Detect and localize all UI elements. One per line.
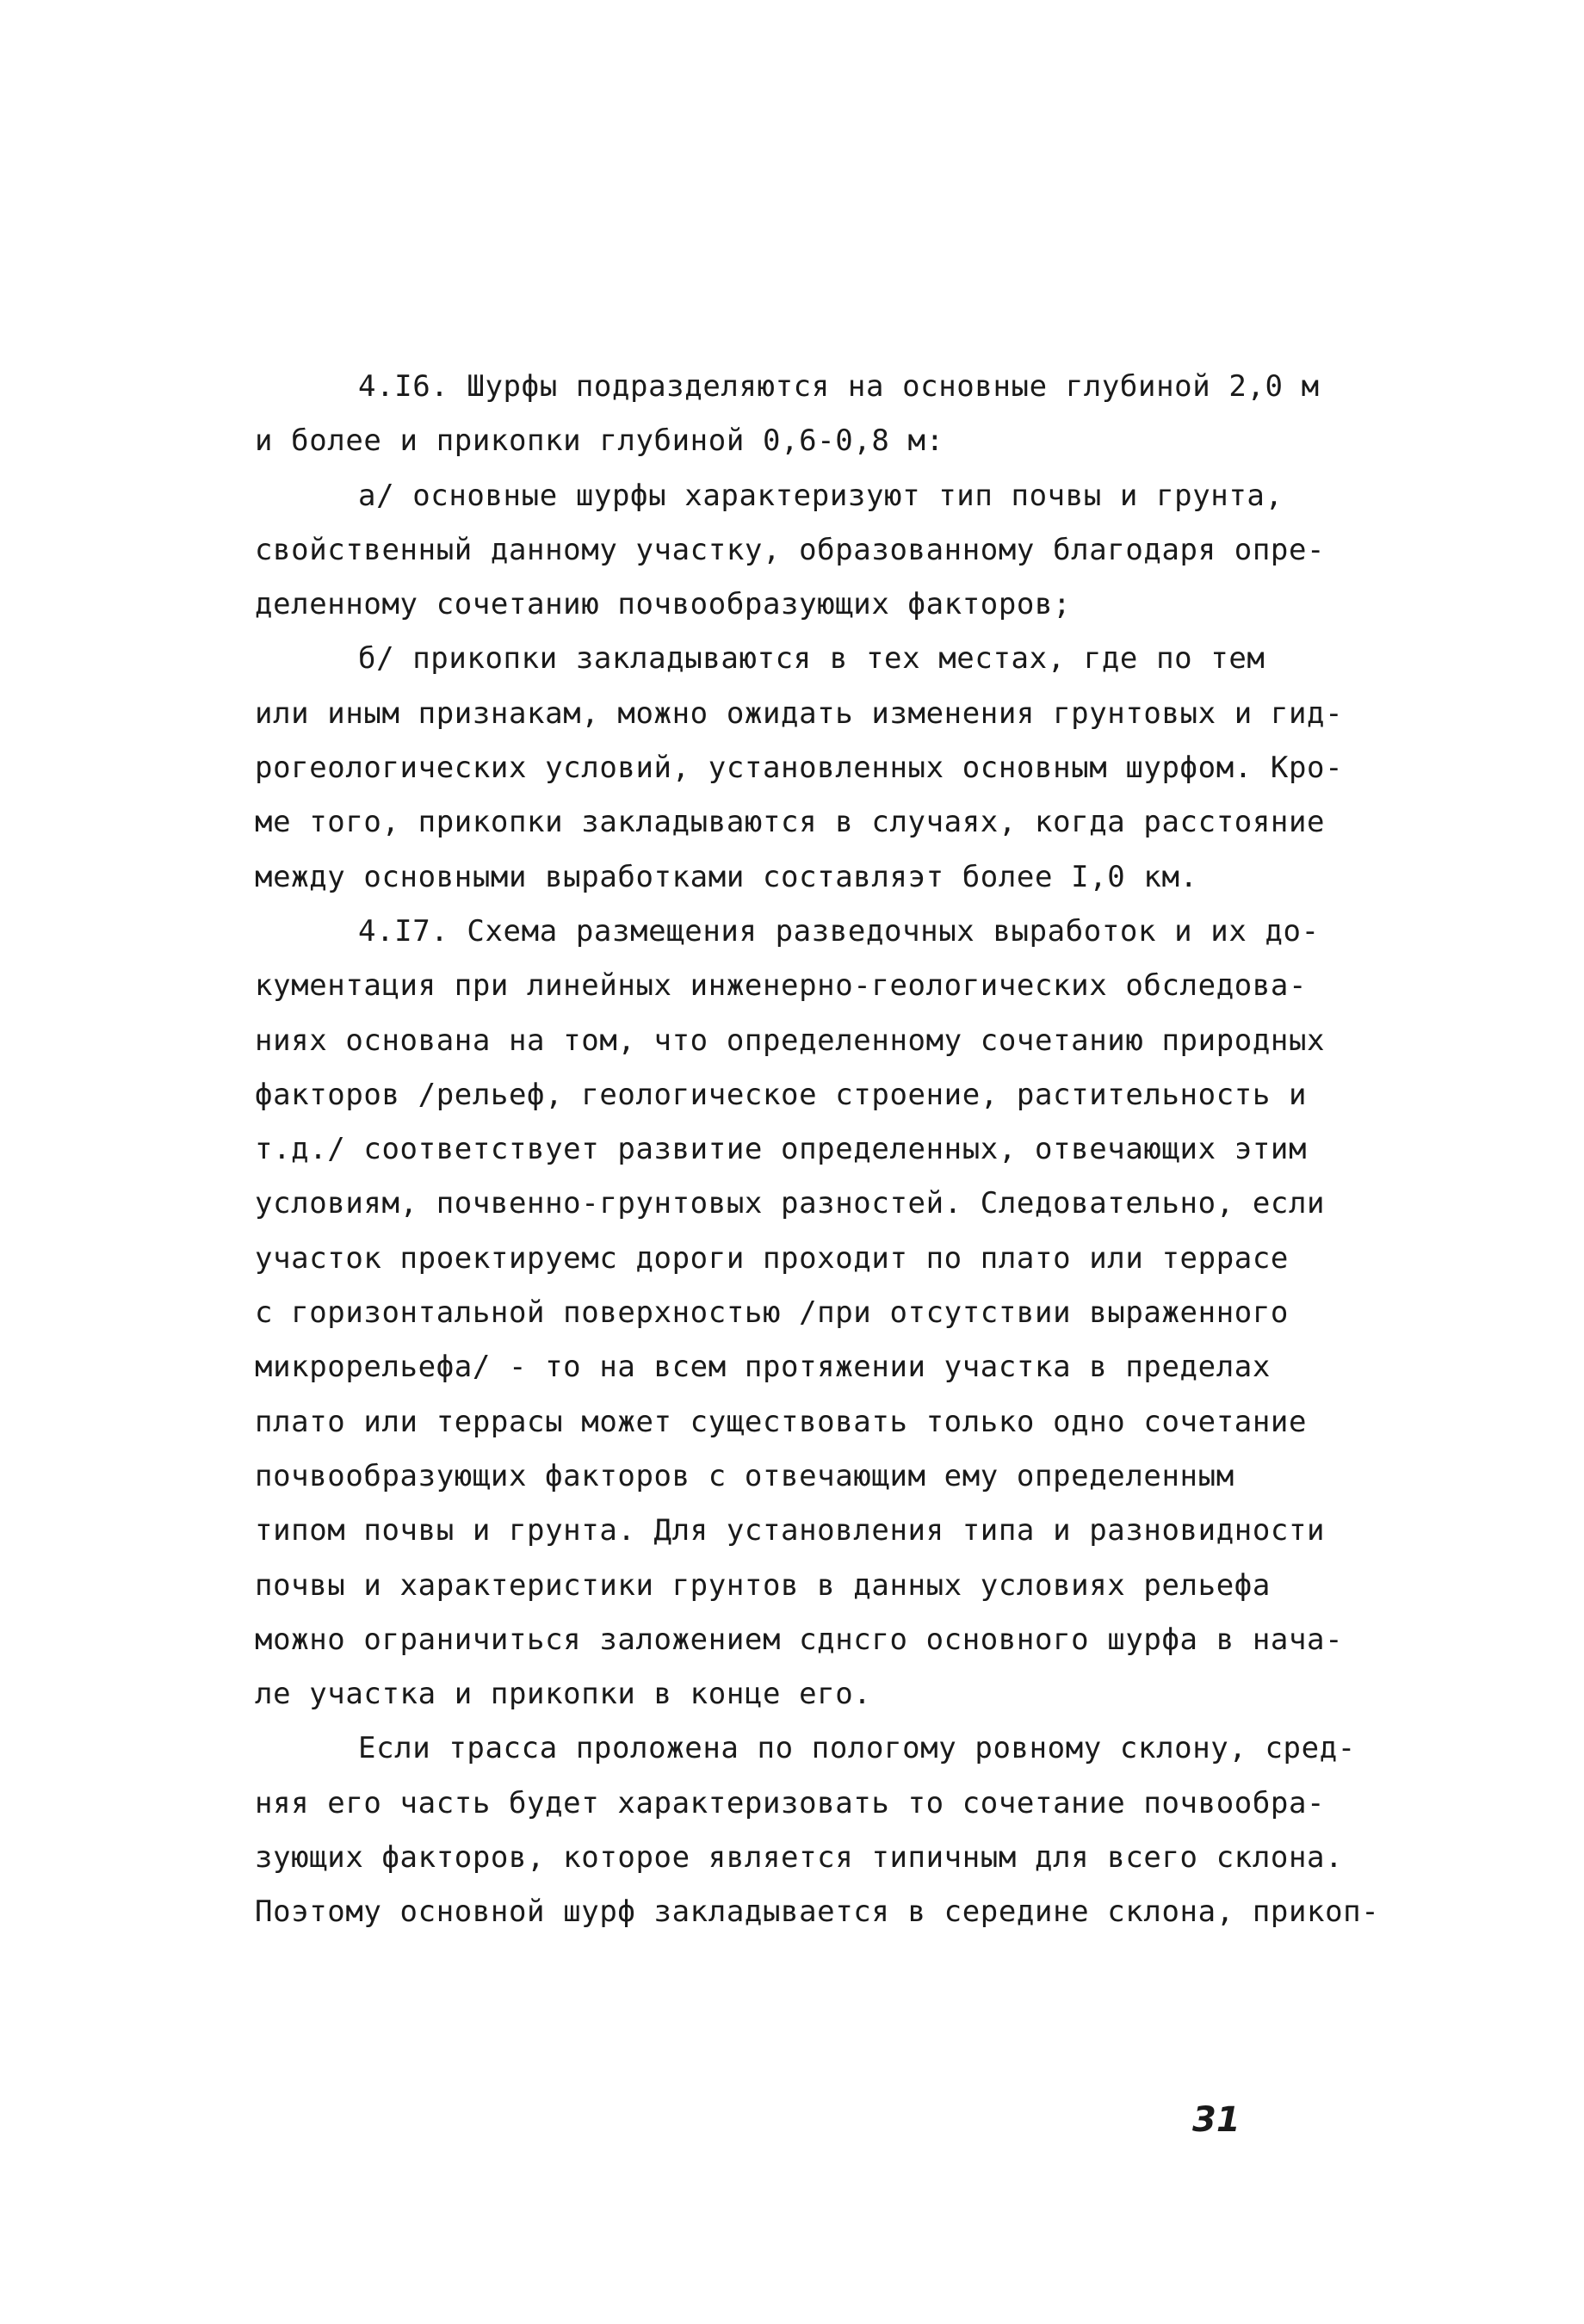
text-line: участок проектируемс дороги проходит по плато или террасе: [255, 1240, 1289, 1276]
body-text: [255, 360, 1380, 1940]
text-line: б/ прикопки закладываются в тех местах, где по тем: [358, 641, 1265, 677]
text-line: ниях основана на том, что определенному сочетанию природных: [255, 1023, 1326, 1058]
text-line: плато или террасы может существовать только одно сочетание: [255, 1404, 1308, 1439]
text-line: можно ограничиться заложением сднсго основного шурфа в нача-: [255, 1622, 1344, 1657]
text-line: рогеологических условий, установленных основным шурфом. Кро-: [255, 751, 1344, 786]
text-line: между основными выработками составляэт более I,0 км.: [255, 859, 1198, 894]
text-line: 4.I6. Шурфы подразделяются на основные глубиной 2,0 м: [358, 369, 1320, 404]
text-line: деленному сочетанию почвообразующих факторов;: [255, 587, 1072, 622]
text-line: ле участка и прикопки в конце его.: [255, 1677, 872, 1712]
text-line: условиям, почвенно-грунтовых разностей. Следовательно, если: [255, 1186, 1326, 1221]
page-number: 31: [1192, 2100, 1241, 2140]
text-line: почвообразующих факторов с отвечающим ему определенным: [255, 1458, 1234, 1493]
text-line: Поэтому основной шурф закладывается в середине склона, прикоп-: [255, 1894, 1380, 1930]
text-line: с горизонтальной поверхностью /при отсутствии выраженного: [255, 1295, 1289, 1331]
text-line: свойственный данному участку, образованному благодаря опре-: [255, 532, 1326, 567]
text-line: типом почвы и грунта. Для установления типа и разновидности: [255, 1513, 1326, 1548]
text-line: 4.I7. Схема размещения разведочных выработок и их до-: [358, 913, 1320, 949]
text-line: почвы и характеристики грунтов в данных условиях рельефа: [255, 1567, 1271, 1603]
text-line: т.д./ соответствует развитие определенных, отвечающих этим: [255, 1132, 1308, 1167]
text-line: ме того, прикопки закладываются в случаях, когда расстояние: [255, 805, 1326, 840]
text-line: микрорельефа/ - то на всем протяжении участка в пределах: [255, 1350, 1271, 1385]
text-line: факторов /рельеф, геологическое строение, растительность и: [255, 1077, 1308, 1112]
text-line: Если трасса проложена по пологому ровному склону, сред-: [358, 1731, 1356, 1766]
text-line: няя его часть будет характеризовать то сочетание почвообра-: [255, 1785, 1326, 1820]
text-line: и более и прикопки глубиной 0,6-0,8 м:: [255, 423, 944, 459]
text-line: зующих факторов, которое является типичным для всего склона.: [255, 1840, 1344, 1876]
text-line: кументация при линейных инженерно-геологических обследова-: [255, 968, 1308, 1004]
text-line: или иным признакам, можно ожидать изменения грунтовых и гид-: [255, 695, 1344, 731]
text-line: а/ основные шурфы характеризуют тип почвы и грунта,: [358, 478, 1284, 513]
